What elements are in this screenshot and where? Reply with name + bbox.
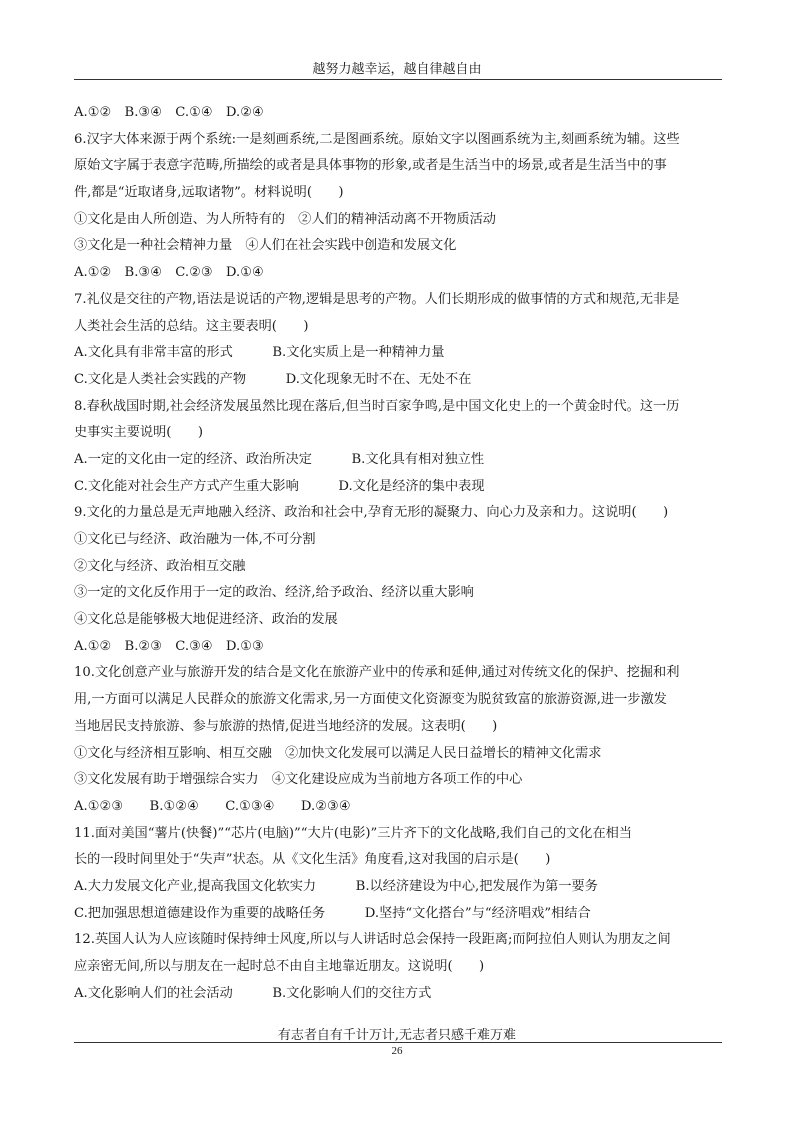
text-line: 应亲密无间,所以与朋友在一起时总不由自主地靠近朋友。这说明( ) xyxy=(74,959,485,974)
text-line: 9.文化的力量总是无声地融入经济、政治和社会中,孕育无形的凝聚力、向心力及亲和力。这说明( ) xyxy=(74,505,669,521)
text-line: A.大力发展文化产业,提高我国文化软实力 B.以经济建设为中心,把发展作为第一要务 xyxy=(74,878,598,894)
text-line: 12.英国人认为人应该随时保持绅士风度,所以与人讲话时总会保持一段距离;而阿拉伯人则认为朋友之间 xyxy=(74,932,671,948)
footer-motto: 有志者自有千计万计,无志者只感千难万难 xyxy=(277,1028,517,1043)
text-line: 史事实主要说明( ) xyxy=(74,425,203,441)
text-line: ④文化总是能够极大地促进经济、政治的发展 xyxy=(74,612,338,628)
text-line: ①文化已与经济、政治融为一体,不可分割 xyxy=(74,532,316,547)
text-line: A.文化影响人们的社会活动 B.文化影响人们的交往方式 xyxy=(74,985,432,1001)
text-line: 人类社会生活的总结。这主要表明( ) xyxy=(74,318,309,334)
text-line: ①文化与经济相互影响、相互交融 ②加快文化发展可以满足人民日益增长的精神文化需求 xyxy=(74,745,602,761)
header-motto: 越努力越幸运，越自律越自由 xyxy=(312,62,482,77)
text-line: A.①② B.③④ C.①④ D.②④ xyxy=(74,105,264,120)
text-line: C.文化是人类社会实践的产物 D.文化现象无时不在、无处不在 xyxy=(74,371,472,387)
text-line: 长的一段时间里处于“失声”状态。从《文化生活》角度看,这对我国的启示是( ) xyxy=(74,852,551,868)
text-line: 当地居民支持旅游、参与旅游的热情,促进当地经济的发展。这表明( ) xyxy=(74,718,498,734)
text-line: A.①②③ B.①②④ C.①③④ D.②③④ xyxy=(74,798,351,814)
header-divider xyxy=(74,79,722,80)
text-line: ③一定的文化反作用于一定的政治、经济,给予政治、经济以重大影响 xyxy=(74,585,474,601)
text-line: A.①② B.③④ C.②③ D.①④ xyxy=(74,265,264,281)
text-line: A.文化具有非常丰富的形式 B.文化实质上是一种精神力量 xyxy=(74,345,445,361)
text-line: 8.春秋战国时期,社会经济发展虽然比现在落后,但当时百家争鸣,是中国文化史上的一个黄金时代。这一历 xyxy=(74,398,680,414)
page-number: 26 xyxy=(391,1045,403,1057)
text-line: A.一定的文化由一定的经济、政治所决定 B.文化具有相对独立性 xyxy=(74,451,485,467)
text-line: 7.礼仪是交往的产物,语法是说话的产物,逻辑是思考的产物。人们长期形成的做事情的方式和规范,无非是 xyxy=(74,291,680,307)
text-line: 用,一方面可以满足人民群众的旅游文化需求,另一方面使文化资源变为脱贫致富的旅游资源,进一步激发 xyxy=(74,692,667,708)
text-line: C.文化能对社会生产方式产生重大影响 D.文化是经济的集中表现 xyxy=(74,478,485,494)
text-line: ③文化是一种社会精神力量 ④人们在社会实践中创造和发展文化 xyxy=(74,238,457,254)
text-line: 6.汉字大体来源于两个系统:一是刻画系统,二是图画系统。原始文字以图画系统为主,刻画系统为辅。这些 xyxy=(74,131,680,147)
text-line: C.把加强思想道德建设作为重要的战略任务 D.坚持“文化搭台”与“经济唱戏”相结合 xyxy=(74,905,591,921)
text-line: ②文化与经济、政治相互交融 xyxy=(74,558,246,574)
text-line: ①文化是由人所创造、为人所特有的 ②人们的精神活动离不开物质活动 xyxy=(74,211,496,227)
text-line: 件,都是“近取诸身,远取诸物”。材料说明( ) xyxy=(74,185,344,201)
text-line: 原始文字属于表意字范畴,所描绘的或者是具体事物的形象,或者是生活当中的场景,或者是生活当中的事 xyxy=(74,158,667,174)
text-line: 10.文化创意产业与旅游开发的结合是文化在旅游产业中的传承和延伸,通过对传统文化的保护、挖掘和利 xyxy=(74,665,680,681)
question-content xyxy=(74,100,724,1007)
text-line: 11.面对美国“薯片(快餐)”“芯片(电脑)”“大片(电影)”三片齐下的文化战略,我们自己的文化在相当 xyxy=(74,825,633,841)
footer-divider xyxy=(74,1042,722,1043)
text-line: ③文化发展有助于增强综合实力 ④文化建设应成为当前地方各项工作的中心 xyxy=(74,772,523,788)
text-line: A.①② B.②③ C.③④ D.①③ xyxy=(74,638,264,654)
